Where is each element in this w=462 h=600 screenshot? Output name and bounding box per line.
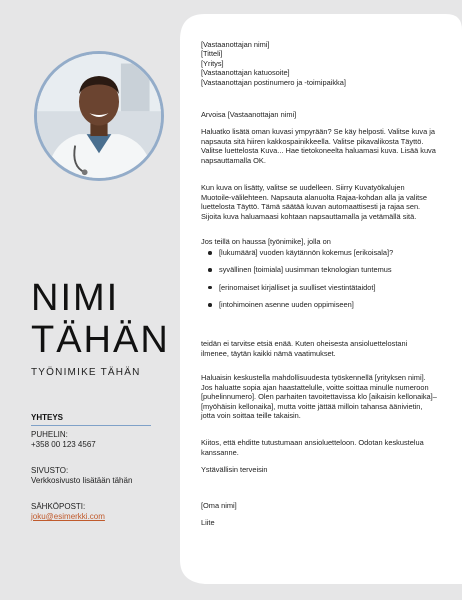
paragraph-interview: Haluaisin keskustella mahdollisuudesta työskennellä [yrityksen nimi]. Jos haluatte sopia ajan haastattelulle, voitte soittaa minulle numeroon [puhelinnumero]. Olen parhaiten tavoitettavissa klo [aikaisin kellonaika]–[myöhäisin kellonaika], mutta voitte jättää milloin tahansa äänivietin, jotta voin soittaa teille takaisin. bbox=[201, 373, 437, 421]
skill-item-experience: [lukumäärä] vuoden käytännön kokemus [erikoisala]? bbox=[219, 248, 455, 257]
email-link[interactable]: joku@esimerkki.com bbox=[31, 512, 105, 521]
paragraph-thanks: Kiitos, että ehditte tutustumaan ansioluetteloon. Odotan keskustelua kanssanne. bbox=[201, 438, 424, 457]
applicant-name bbox=[31, 277, 176, 361]
recipient-company: [Yritys] bbox=[201, 58, 224, 68]
signature: [Oma nimi] bbox=[201, 501, 237, 511]
person-photo-icon bbox=[37, 54, 161, 178]
email-label: SÄHKÖPOSTI: bbox=[31, 502, 86, 511]
skills-list bbox=[201, 248, 455, 318]
attachment-note: Liite bbox=[201, 518, 215, 528]
profile-photo[interactable] bbox=[34, 51, 164, 181]
site-value: Verkkosivusto lisätään tähän bbox=[31, 476, 133, 485]
recipient-title: [Titteli] bbox=[201, 49, 223, 59]
skill-item-communication: [erinomaiset kirjalliset ja suulliset viestintätaidot] bbox=[219, 283, 455, 292]
paragraph-photo-insert: Haluatko lisätä oman kuvasi ympyrään? Se käy helposti. Valitse kuva ja napsauta sitä hiiren kakkospainikkeella. Valitse pikavalikosta Täyttö. Valitse luettelosta Kuva... Hae tietokoneelta haluamasi kuva. Lisää kuva napsauttamalla OK. bbox=[201, 127, 436, 165]
contact-heading: YHTEYS bbox=[31, 413, 64, 422]
contact-divider bbox=[31, 425, 151, 426]
recipient-street: [Vastaanottajan katuosoite] bbox=[201, 68, 290, 78]
name-line-1: NIMI bbox=[31, 277, 120, 319]
skill-item-technology: syvällinen [toimiala] uusimman teknologian tuntemus bbox=[219, 265, 455, 274]
paragraph-intro: Jos teillä on haussa [työnimike], jolla on bbox=[201, 237, 331, 247]
recipient-address bbox=[201, 40, 437, 87]
site-label: SIVUSTO: bbox=[31, 466, 69, 475]
recipient-name: [Vastaanottajan nimi] bbox=[201, 40, 270, 49]
job-title: TYÖNIMIKE TÄHÄN bbox=[31, 367, 141, 378]
phone-value: +358 00 123 4567 bbox=[31, 440, 96, 449]
paragraph-requirements: teidän ei tarvitse etsiä enää. Kuten oheisesta ansioluettelostani ilmenee, täytän kaikki nämä vaatimukset. bbox=[201, 339, 408, 358]
greeting: Arvoisa [Vastaanottajan nimi] bbox=[201, 110, 297, 120]
name-line-2: TÄHÄN bbox=[31, 319, 170, 361]
paragraph-photo-crop: Kun kuva on lisätty, valitse se uudelleen. Siirry Kuvatyökalujen Muotoile-välilehteen. Napsauta alanuolta Rajaa-kohdan alla ja valitse luettelosta Täyttö. Tämä säätää kuvan automaattisesti ja rajaa sen. Sijoita kuva haluamaasi kohtaan napsauttamalla ja vetämällä sitä. bbox=[201, 183, 427, 221]
phone-label: PUHELIN: bbox=[31, 430, 68, 439]
recipient-postal: [Vastaanottajan postinumero ja -toimipaikka] bbox=[201, 77, 346, 87]
skill-item-learning: [intohimoinen asenne uuden oppimiseen] bbox=[219, 300, 455, 309]
closing: Ystävällisin terveisin bbox=[201, 465, 268, 475]
